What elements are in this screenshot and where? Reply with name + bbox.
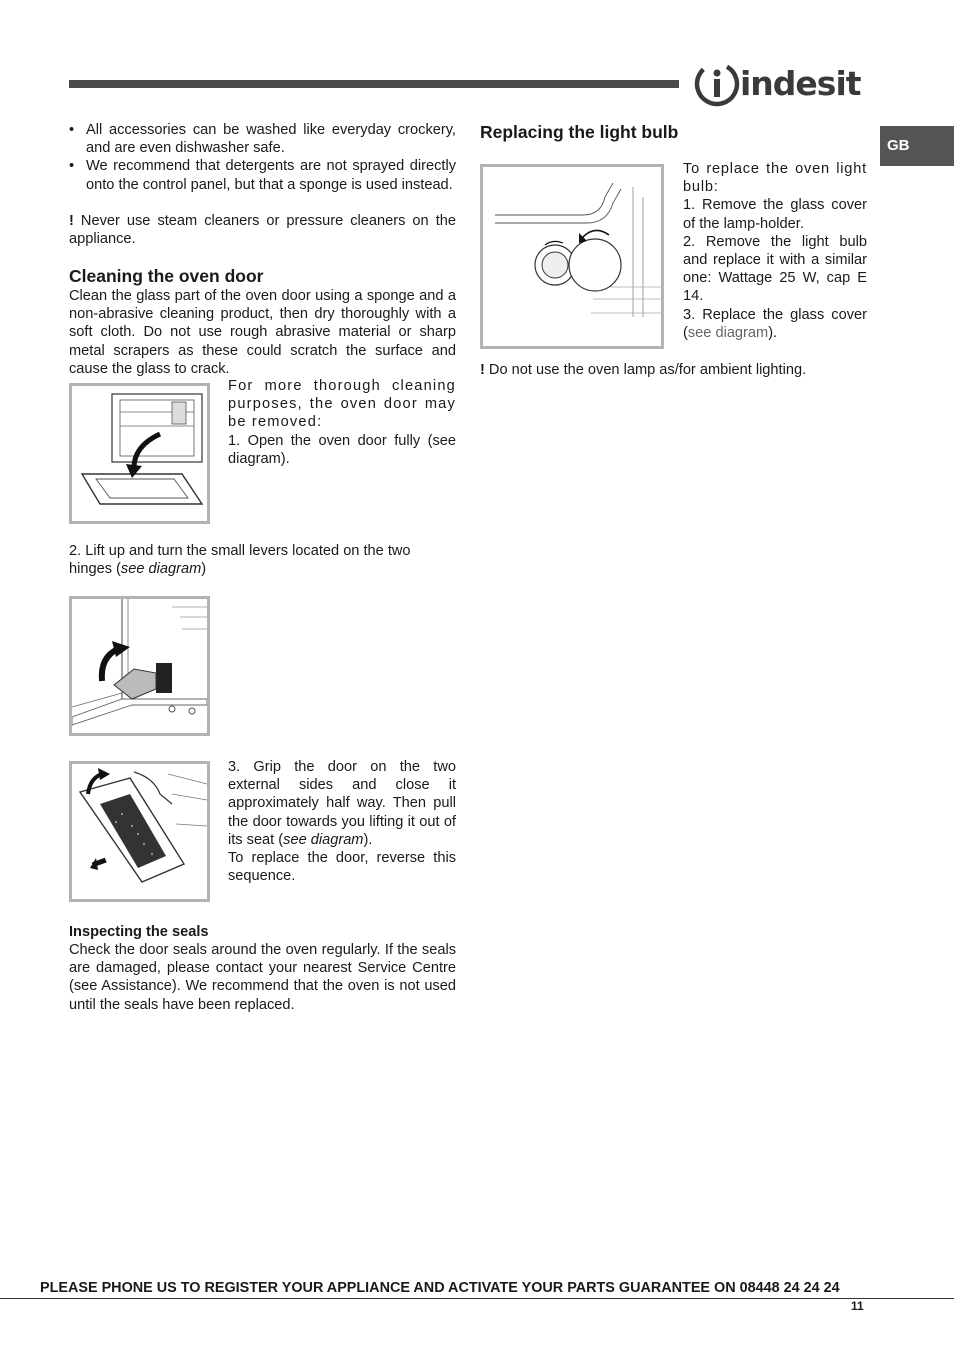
warning-mark: !: [69, 212, 74, 229]
door-heading: Cleaning the oven door: [69, 266, 264, 286]
door-text: Clean the glass part of the oven door using a sponge and a non-abrasive cleaning product, then dry thoroughly with a soft cloth. Do not use rough abrasive material or sharp metal scrapers as these could scratch the surface and cause the glass to crack.: [69, 288, 456, 377]
seals-heading: Inspecting the seals: [69, 924, 209, 940]
bulb-step-3-ref: see diagram: [687, 324, 769, 341]
open-door-diagram: [69, 383, 210, 524]
step2-text: [69, 542, 456, 578]
indesit-logo: [693, 60, 868, 108]
bullet-item: • All accessories can be washed like everyday crockery, and are even dishwasher safe.: [69, 121, 456, 157]
page-number: 11: [851, 1299, 864, 1313]
brand-wordmark: indesit: [740, 64, 861, 103]
seals-text: Check the door seals around the oven regularly. If the seals are damaged, please contact your nearest Service Centre (see Assistance). We recommend that the oven is not used until the seals have been replaced.: [69, 942, 456, 1013]
warning-mark: !: [480, 362, 485, 378]
remove-door-diagram: [69, 761, 210, 902]
left-intro: [69, 121, 456, 248]
bulb-step-1: 1. Remove the glass cover of the lamp-holder.: [683, 197, 867, 232]
step2-main: 2. Lift up and turn the small levers located on the two hinges (: [69, 543, 411, 578]
bulb-intro: To replace the oven light bulb:: [683, 161, 867, 196]
bulb-steps: [683, 160, 867, 342]
bulb-step-3: 3. Replace the glass cover (: [683, 306, 867, 341]
warning-text: Never use steam cleaners or pressure cleaners on the appliance.: [69, 212, 456, 248]
bulb-step-3-end: ).: [768, 324, 778, 341]
bullet-item: • We recommend that detergents are not sprayed directly onto the control panel, but that a sponge is used instead.: [69, 157, 456, 193]
step3-main: 3. Grip the door on the two external sides and close it approximately half way. Then pull the door towards you lifting it out of its seat (: [228, 759, 456, 848]
step1-intro: For more thorough cleaning purposes, the oven door may be removed:: [228, 378, 456, 431]
seals-section: [69, 923, 456, 1014]
header-rule: [69, 80, 679, 88]
warning-text: Do not use the oven lamp as/for ambient lighting.: [484, 362, 807, 378]
step3-text: [228, 758, 456, 885]
light-bulb-diagram: [480, 164, 664, 349]
lamp-warning: [480, 361, 867, 379]
hinge-lever-diagram: [69, 596, 210, 736]
bulb-section: [480, 121, 867, 143]
step3-ref: see diagram: [283, 831, 364, 848]
step1-instruction: 1. Open the oven door fully (see diagram).: [228, 432, 456, 467]
steam-warning: [69, 212, 456, 248]
registration-footer: PLEASE PHONE US TO REGISTER YOUR APPLIANCE AND ACTIVATE YOUR PARTS GUARANTEE ON 08448 24 24 24: [40, 1280, 840, 1296]
language-tab: GB: [880, 126, 954, 166]
step1-text: [228, 377, 456, 468]
footer-rule: [0, 1298, 954, 1299]
accessory-bullets: [69, 121, 456, 194]
step2-end: ): [201, 561, 207, 578]
door-section: [69, 265, 456, 378]
bulb-step-2: 2. Remove the light bulb and replace it with a similar one: Wattage 25 W, cap E 14.: [683, 233, 867, 305]
bulb-heading: Replacing the light bulb: [480, 122, 679, 142]
step3-replace: To replace the door, reverse this sequence.: [228, 850, 456, 885]
step2-ref: see diagram: [120, 561, 202, 578]
step3-end: ).: [363, 831, 373, 848]
